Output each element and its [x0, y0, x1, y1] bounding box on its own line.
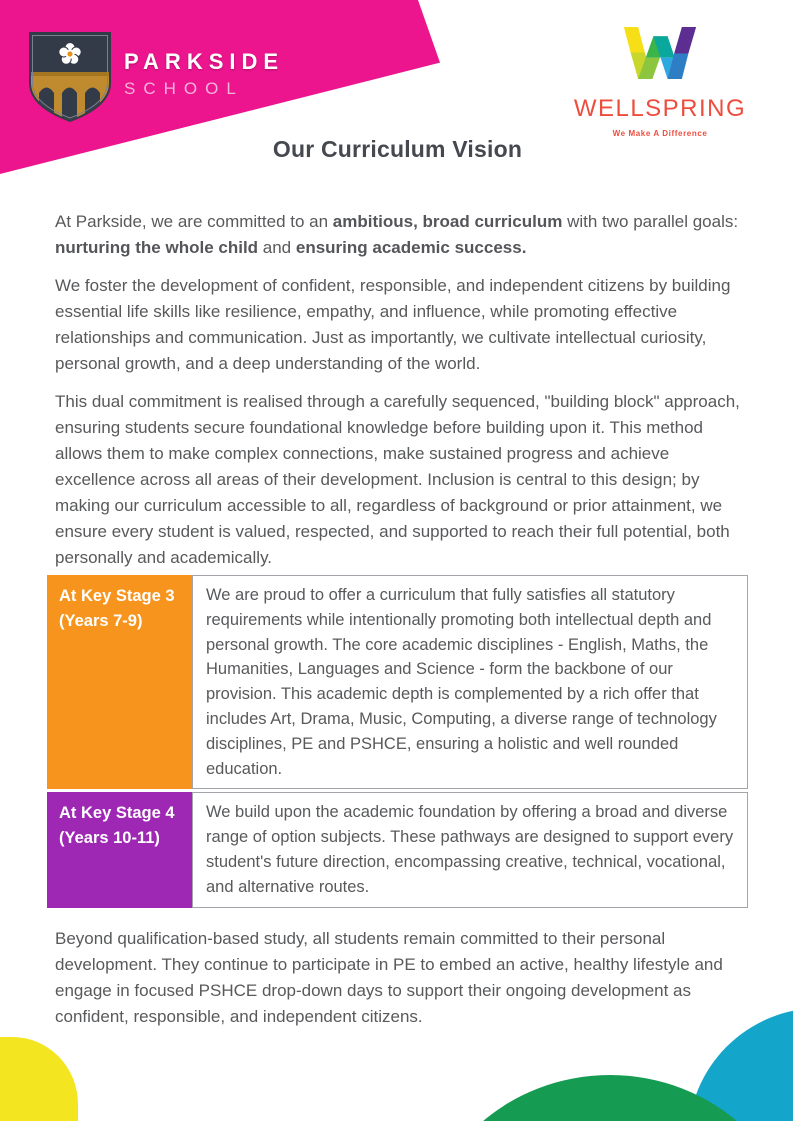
- wellspring-logo: [560, 24, 760, 138]
- ks3-content-cell: We are proud to offer a curriculum that fully satisfies all statutory requirements while intentionally promoting both intellectual depth and personal growth. The core academic disciplines - English, Maths, the Humanities, Languages and Science - form the backbone of our provision. This academic depth is complemented by a rich offer that includes Art, Drama, Music, Computing, a diverse range of technology disciplines, PE and PSHCE, ensuring a holistic and well rounded education.: [192, 575, 748, 789]
- parkside-shield-icon: [28, 31, 112, 128]
- ks4-header-cell: [47, 792, 192, 907]
- intro-paragraph-3: This dual commitment is realised through a carefully sequenced, "building block" approach, ensuring students secure foundational knowledge before building upon it. This method allows them to make complex connections, make sustained progress and achieve excellence across all areas of their development. Inclusion is central to this design; by making our curriculum accessible to all, regardless of background or prior attainment, we ensure every student is valued, respected, and supported to reach their full potential, both personally and academically.: [55, 392, 740, 567]
- page-title: Our Curriculum Vision: [272, 136, 523, 162]
- school-name: PARKSIDE: [124, 49, 285, 74]
- closing-paragraph: Beyond qualification-based study, all students remain committed to their personal development. They continue to participate in PE to embed an active, healthy lifestyle and engage in focused PSHCE drop-down days to support their ongoing development as confident, responsible, and independent citizens.: [55, 928, 723, 1026]
- yellow-circle-decoration: [0, 1037, 78, 1121]
- intro-paragraph-2: We foster the development of confident, responsible, and independent citizens by building essential life skills like resilience, empathy, and influence, while promoting effective relationships and communication. Just as importantly, we cultivate intellectual curiosity, personal growth, and a deep understanding of the world.: [55, 276, 731, 373]
- intro-paragraph-1: At Parkside, we are committed to an ambitious, broad curriculum with two parallel goals: nurturing the whole child and ensuring academic success.: [55, 212, 739, 257]
- parkside-wordmark: [124, 50, 284, 99]
- ks4-content-cell: We build upon the academic foundation by offering a broad and diverse range of option subjects. These pathways are designed to support every student's future direction, encompassing creative, technical, vocational, and alternative routes.: [192, 792, 748, 907]
- wellspring-w-icon: [619, 24, 701, 87]
- ks3-label-line1: At Key Stage 3: [59, 587, 175, 605]
- trust-tagline: We Make A Difference: [612, 129, 708, 138]
- key-stage-table: [47, 575, 748, 908]
- document-body: [0, 136, 793, 1030]
- table-row-ks4: [47, 792, 748, 907]
- trust-name: WELLSPRING: [573, 95, 747, 122]
- ks4-label-line2: (Years 10-11): [59, 829, 160, 848]
- ks3-header-cell: [47, 575, 192, 789]
- school-subtitle: SCHOOL: [124, 79, 244, 99]
- ks3-label-line2: (Years 7-9): [59, 612, 143, 630]
- ks4-label-line1: At Key Stage 4: [59, 804, 175, 823]
- table-row-ks3: [47, 575, 748, 789]
